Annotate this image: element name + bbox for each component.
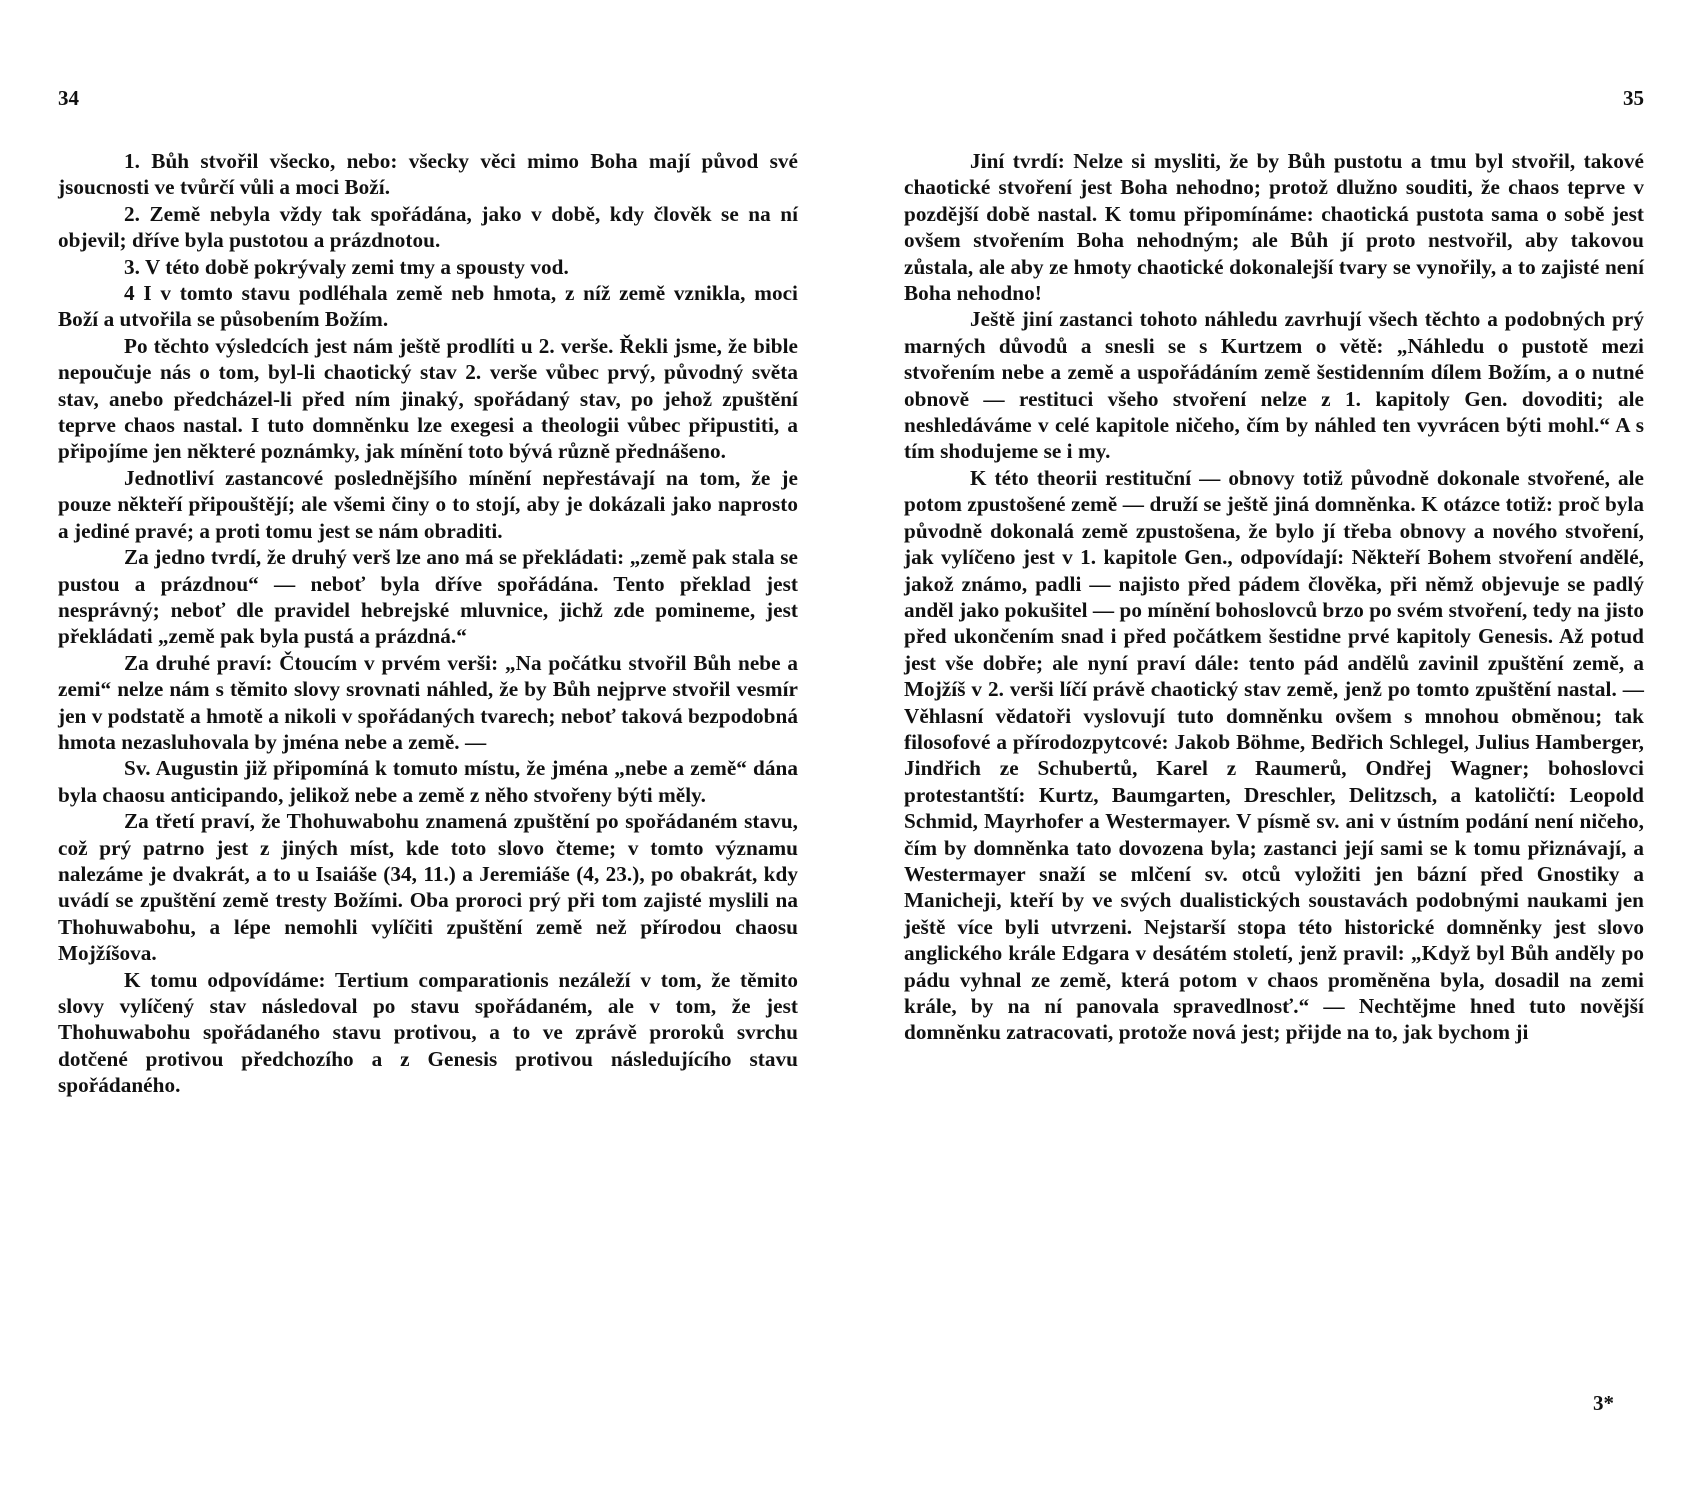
paragraph: 1. Bůh stvořil všecko, nebo: všecky věci mimo Boha mají původ své jsoucnosti ve tvůrčí vůli a moci Boží. — [58, 149, 798, 200]
paragraph: Sv. Augustin již připomíná k tomuto místu, že jména „nebe a země“ dána byla chaosu anticipando, jelikož nebe a země z něho stvořeny býti měly. — [58, 756, 798, 807]
paragraph: 2. Země nebyla vždy tak spořádána, jako v době, kdy člověk se na ní objevil; dříve byla pustotou a prázdnotou. — [58, 201, 798, 253]
page-number: 34 — [58, 86, 79, 110]
paragraph: Jiní tvrdí: Nelze si mysliti, že by Bůh pustotu a tmu byl stvořil, takové chaotické stvoření jest Boha nehodno; protož dlužno souditi, že chaos teprve v pozdější době nastal. K tomu připomínáme: chaotická pustota sama o sobě jest ovšem stvořením Boha nehodným; ale Bůh jí proto nestvořil, aby takovou zůstala, ale aby ze hmoty chaotické dokonalejší tvary se vynořily, a to zajisté není Boha nehodno! — [904, 149, 1644, 306]
paragraph: Po těchto výsledcích jest nám ještě prodlíti u 2. verše. Řekli jsme, že bible nepoučuje nás o tom, byl-li chaotický stav 2. verše vůbec prvý, původný světa stav, anebo předcházel-li před ním jinaký, spořádaný stav, po jehož zpuštění teprve chaos nastal. I tuto domněnku lze exegesi a theologii vůbec připustiti, a připojíme jen některé poznámky, jak mínění toto bývá různě přednášeno. — [58, 333, 798, 464]
paragraph: Za jedno tvrdí, že druhý verš lze ano má se překládati: „země pak stala se pustou a prázdnou“ — neboť byla dříve spořádána. Tento překlad jest nesprávný; neboť dle pravidel hebrejské mluvnice, jichž zde pomineme, jest překládati „země pak byla pustá a prázdná.“ — [58, 545, 798, 649]
page-body — [58, 148, 798, 1099]
paragraph: K tomu odpovídáme: Tertium comparationis nezáleží v tom, že těmito slovy vylíčený stav následoval po stavu spořádaném, ale v tom, že jest Thohuwabohu spořádaného stavu protivou, a to ve zprávě proroků svrchu dotčené protivou předchozího a z Genesis protivou následujícího stavu spořádaného. — [58, 967, 798, 1098]
paragraph: Ještě jiní zastanci tohoto náhledu zavrhují všech těchto a podobných prý marných důvodů a snesli se s Kurtzem o větě: „Náhledu o pustotě mezi stvořením nebe a země a uspořádáním země šestidenním dílem Božím, a o nutné obnově — restituci všeho stvoření nelze z 1. kapitoly Gen. dovoditi; ale neshledáváme v celé kapitole ničeho, čím by náhled ten vyvrácen býti mohl.“ A s tím shodujeme se i my. — [904, 307, 1644, 464]
paragraph: Za třetí praví, že Thohuwabohu znamená zpuštění po spořádaném stavu, což prý patrno jest z jiných míst, kde toto slovo čteme; v tomto významu nalezáme je dvakrát, a to u Isaiáše (34, 11.) a Jeremiáše (4, 23.), po obakrát, kdy uvádí se zpuštění země tresty Božími. Oba proroci prý při tom zajisté myslili na Thohuwabohu, a lépe nemohli vylíčiti zpuštění země než přírodou chaosu Mojžíšova. — [58, 809, 798, 966]
paragraph: Jednotliví zastancové poslednějšího mínění nepřestávají na tom, že je pouze někteří připouštějí; ale všemi činy o to stojí, aby je dokázali jako naprosto a jediné pravé; a proti tomu jest se nám obraditi. — [58, 465, 798, 543]
page-number: 35 — [1623, 86, 1644, 110]
paragraph: Za druhé praví: Čtoucím v prvém verši: „Na počátku stvořil Bůh nebe a zemi“ nelze nám s těmito slovy srovnati náhled, že by Bůh nejprve stvořil vesmír jen v podstatě a hmotě a nikoli v spořádaných tvarech; neboť taková bezpodobná hmota nezasluhovala by jména nebe a země. — — [58, 650, 798, 754]
page-body — [904, 148, 1644, 1046]
paragraph: K této theorii restituční — obnovy totiž původně dokonale stvořené, ale potom zpustošené země — druží se ještě jiná domněnka. K otázce totiž: proč byla původně dokonalá země zpustošena, že bylo jí třeba obnovy a nového stvoření, jak vylíčeno jest v 1. kapitole Gen., odpovídají: Někteří Bohem stvoření andělé, jakož známo, padli — najisto před pádem člověka, při němž objevuje se padlý anděl jako pokušitel — po mínění bohoslovců brzo po svém stvoření, tedy na jisto před ukončením snad i před počátkem šestidne prvé kapitoly Genesis. Až potud jest vše dobře; ale nyní praví dále: tento pád andělů zavinil zpuštění země, a Mojžíš v 2. verši líčí právě chaotický stav země, jenž po tomto zpuštění nastal. — Věhlasní vědatoři vyslovují tuto domněnku ovšem s mnohou obměnou; tak filosofové a přírodozpytcové: Jakob Böhme, Bedřich Schlegel, Julius Hamberger, Jindřich ze Schubertů, Karel z Raumerů, Ondřej Wagner; bohoslovci protestantští: Kurtz, Baumgarten, Dreschler, Delitzsch, a katoličtí: Leopold Schmid, Mayrhofer a Westermayer. V písmě sv. ani v ústním podání není ničeho, čím by domněnka tato dovozena byla; zastanci její sami se k tomu přiznávají, a Westermayer snaží se mlčení sv. otců vyložiti jen bázní před Gnostiky a Manicheji, kteří by ve svých dualistických soustavách podobnými naukami jen ještě více byli utvrzeni. Nejstarší stopa této historické domněnky jest slovo anglického krále Edgara v desátém století, jenž pravil: „Když byl Bůh anděly po pádu vyhnal ze země, která potom v chaos proměněna byla, dosadil na zemi krále, by na ní panovala spravedlnosť.“ — Nechtějme hned tuto novější domněnku zatracovati, protože nová jest; přijde na to, jak bychom ji — [904, 465, 1644, 1045]
signature-mark: 3* — [1593, 1391, 1614, 1415]
paragraph: 3. V této době pokrývaly zemi tmy a spousty vod. — [124, 254, 569, 279]
paragraph: 4 I v tomto stavu podléhala země neb hmota, z níž země vznikla, moci Boží a utvořila se působením Božím. — [58, 281, 798, 332]
